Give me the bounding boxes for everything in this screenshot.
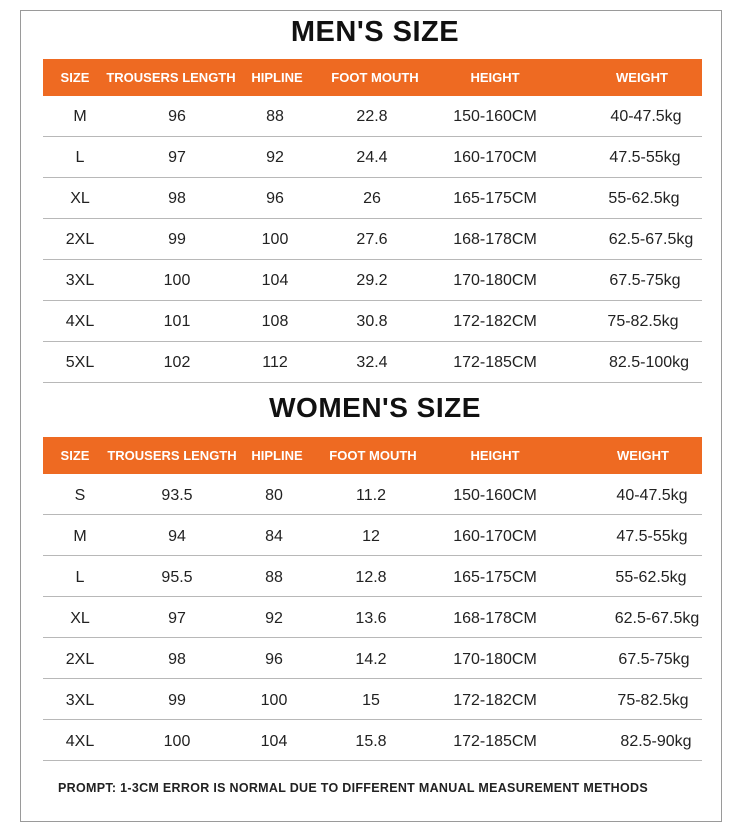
cell-height: 172-185CM (453, 354, 537, 371)
cell-height: 165-175CM (453, 569, 537, 586)
cell-hipline: 100 (261, 231, 289, 248)
header-weight: WEIGHT (617, 448, 669, 463)
cell-size: S (74, 487, 86, 504)
cell-weight: 40-47.5kg (610, 108, 682, 125)
header-trousers-length: TROUSERS LENGTH (107, 448, 237, 463)
cell-height: 170-180CM (453, 272, 537, 289)
header-weight: WEIGHT (616, 70, 668, 85)
cell-size: L (75, 149, 85, 166)
header-height: HEIGHT (470, 448, 520, 463)
cell-weight: 67.5-75kg (618, 651, 690, 668)
cell-weight: 82.5-90kg (620, 733, 692, 750)
cell-trousers-length: 98 (168, 190, 186, 207)
table-row (43, 96, 702, 137)
cell-weight: 47.5-55kg (616, 528, 688, 545)
cell-foot-mouth: 14.2 (355, 651, 387, 668)
cell-size: M (73, 528, 87, 545)
cell-height: 172-185CM (453, 733, 537, 750)
table-row (43, 260, 702, 301)
cell-hipline: 88 (265, 569, 283, 586)
cell-weight: 47.5-55kg (609, 149, 681, 166)
cell-weight: 75-82.5kg (607, 313, 679, 330)
cell-height: 165-175CM (453, 190, 537, 207)
cell-hipline: 88 (266, 108, 284, 125)
header-size: SIZE (60, 70, 90, 85)
header-size: SIZE (60, 448, 90, 463)
cell-height: 168-178CM (453, 610, 537, 627)
cell-size: 2XL (65, 651, 95, 668)
cell-trousers-length: 93.5 (161, 487, 193, 504)
cell-height: 150-160CM (453, 487, 537, 504)
header-foot-mouth: FOOT MOUTH (331, 70, 419, 85)
cell-hipline: 80 (265, 487, 283, 504)
womens-size-title: WOMEN'S SIZE (269, 392, 481, 423)
cell-foot-mouth: 32.4 (356, 354, 388, 371)
table-row (43, 219, 702, 260)
cell-size: 3XL (65, 272, 95, 289)
cell-size: XL (70, 190, 90, 207)
cell-hipline: 104 (260, 733, 288, 750)
cell-hipline: 84 (265, 528, 283, 545)
cell-size: 4XL (65, 733, 95, 750)
cell-height: 160-170CM (453, 528, 537, 545)
cell-size: XL (70, 610, 90, 627)
cell-hipline: 96 (266, 190, 284, 207)
cell-trousers-length: 99 (168, 231, 186, 248)
cell-height: 150-160CM (453, 108, 537, 125)
table-row (43, 474, 702, 515)
cell-hipline: 100 (260, 692, 288, 709)
cell-trousers-length: 95.5 (161, 569, 193, 586)
header-hipline: HIPLINE (251, 70, 303, 85)
table-row (43, 720, 702, 761)
table-row (43, 178, 702, 219)
cell-weight: 55-62.5kg (615, 569, 687, 586)
table-row (43, 556, 702, 597)
cell-trousers-length: 101 (163, 313, 191, 330)
cell-weight: 82.5-100kg (608, 354, 690, 371)
table-row (43, 638, 702, 679)
cell-size: 2XL (65, 231, 95, 248)
cell-weight: 75-82.5kg (617, 692, 689, 709)
cell-size: M (73, 108, 87, 125)
cell-foot-mouth: 15 (362, 692, 380, 709)
cell-foot-mouth: 29.2 (356, 272, 388, 289)
cell-foot-mouth: 11.2 (356, 487, 386, 504)
cell-size: L (75, 569, 85, 586)
cell-hipline: 112 (262, 354, 288, 371)
header-hipline: HIPLINE (251, 448, 303, 463)
header-foot-mouth: FOOT MOUTH (329, 448, 417, 463)
cell-size: 4XL (65, 313, 95, 330)
cell-trousers-length: 97 (168, 610, 186, 627)
table-row (43, 515, 702, 556)
cell-trousers-length: 102 (163, 354, 191, 371)
cell-weight: 55-62.5kg (608, 190, 680, 207)
cell-trousers-length: 98 (168, 651, 186, 668)
womens-table-header (43, 437, 702, 474)
womens-size-rows (43, 474, 702, 761)
cell-weight: 40-47.5kg (616, 487, 688, 504)
cell-foot-mouth: 13.6 (355, 610, 387, 627)
cell-trousers-length: 99 (168, 692, 186, 709)
table-row (43, 597, 702, 638)
mens-size-rows (43, 96, 702, 383)
cell-weight: 62.5-67.5kg (608, 231, 694, 248)
cell-trousers-length: 100 (163, 733, 191, 750)
mens-size-title: MEN'S SIZE (290, 16, 460, 48)
cell-foot-mouth: 27.6 (356, 231, 388, 248)
cell-trousers-length: 100 (163, 272, 191, 289)
cell-trousers-length: 94 (168, 528, 186, 545)
cell-hipline: 92 (265, 610, 283, 627)
cell-foot-mouth: 22.8 (356, 108, 388, 125)
header-trousers-length: TROUSERS LENGTH (106, 70, 236, 85)
table-row (43, 137, 702, 178)
cell-hipline: 92 (266, 149, 284, 166)
cell-height: 170-180CM (453, 651, 537, 668)
table-row (43, 679, 702, 720)
cell-weight: 67.5-75kg (609, 272, 681, 289)
cell-height: 168-178CM (453, 231, 537, 248)
cell-foot-mouth: 30.8 (356, 313, 388, 330)
cell-size: 3XL (65, 692, 95, 709)
mens-table-header (43, 59, 702, 96)
cell-height: 172-182CM (453, 313, 537, 330)
cell-trousers-length: 97 (168, 149, 186, 166)
cell-hipline: 104 (261, 272, 289, 289)
cell-foot-mouth: 26 (363, 190, 381, 207)
cell-weight: 62.5-67.5kg (614, 610, 700, 627)
cell-foot-mouth: 24.4 (356, 149, 388, 166)
cell-trousers-length: 96 (168, 108, 186, 125)
header-height: HEIGHT (470, 70, 520, 85)
cell-hipline: 96 (265, 651, 283, 668)
cell-foot-mouth: 12 (362, 528, 380, 545)
cell-foot-mouth: 12.8 (355, 569, 387, 586)
cell-size: 5XL (65, 354, 95, 371)
table-row (43, 301, 702, 342)
cell-foot-mouth: 15.8 (355, 733, 387, 750)
cell-hipline: 108 (261, 313, 289, 330)
cell-height: 172-182CM (453, 692, 537, 709)
table-row (43, 342, 702, 383)
measurement-note: PROMPT: 1-3CM ERROR IS NORMAL DUE TO DIFFERENT MANUAL MEASUREMENT METHODS (58, 781, 648, 795)
cell-height: 160-170CM (453, 149, 537, 166)
